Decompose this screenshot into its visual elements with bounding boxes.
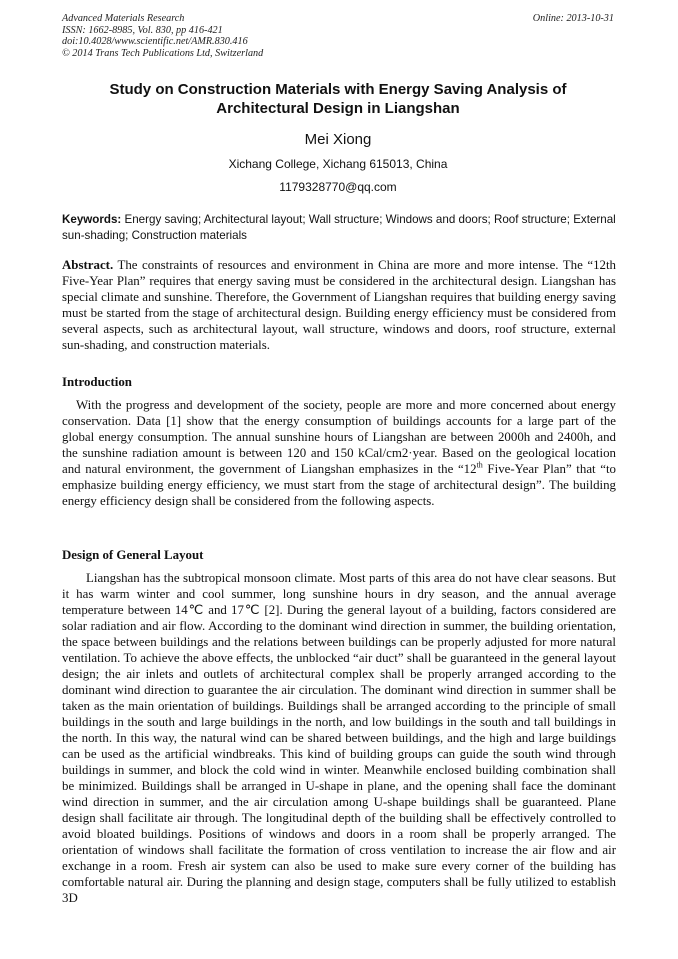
issn-line: ISSN: 1662-8985, Vol. 830, pp 416-421 [62, 24, 223, 36]
abstract-paragraph [62, 257, 616, 353]
copyright-line: © 2014 Trans Tech Publications Ltd, Switzerland [62, 47, 264, 59]
paper-title [62, 80, 614, 118]
title-line-2: Architectural Design in Liangshan [216, 100, 460, 117]
keywords-text: Energy saving; Architectural layout; Wall structure; Windows and doors; Roof structure; External sun-shading; Construction materials [62, 213, 616, 242]
introduction-paragraph [62, 397, 616, 509]
keywords-block [62, 212, 616, 244]
introduction-text-part-1: With the progress and development of the society, people are more and more concerned about energy conservation. Data [1] show that the energy consumption of buildings accounts for a large part of the global energy consumption. The annual sunshine hours of Liangshan are between 2000h and 2400h, and the sunshine radiation amount is between 120 and 150 kCal/cm2·year. Based on the geological location and natural environment, the government of Liangshan emphasizes in the “12 [62, 398, 616, 476]
journal-header [62, 13, 614, 59]
author-email[interactable]: 1179328770@qq.com [279, 180, 397, 194]
introduction-text-part-2: Five-Year Plan” that “to emphasize building energy efficiency, we must start from the stage of architectural design”. The building energy efficiency design shall be considered from the following aspects. [62, 462, 616, 508]
section-heading-general-layout: Design of General Layout [62, 548, 204, 562]
general-layout-paragraph: Liangshan has the subtropical monsoon climate. Most parts of this area do not have clear seasons. But it has warm winter and cool summer, long sunshine hours in dry season, and the annual average temperature between 14℃ and 17℃ [2]. During the general layout of a building, factors considered are solar radiation and air flow. According to the dominant wind direction in summer, the building orientation, the space between buildings and the relations between buildings can be properly adjusted for more natural ventilation. To achieve the above effects, the unblocked “air duct” shall be guaranteed in the general layout design; the air inlets and outlets of architectural complex shall be properly arranged according to the dominant wind direction to guarantee the air circulation. The dominant wind direction in summer shall be taken as the main orientation of buildings. Buildings shall be arranged according to the principle of small buildings in the south and large buildings in the north, and low buildings in the south and tall buildings in the north. In this way, the natural wind can be shared between buildings, and the high and large buildings can be used as the artificial windbreaks. This kind of building groups can guide the south wind through buildings in summer, and block the cold wind in winter. Meanwhile enclosed building combination shall be minimized. Buildings shall be arranged in U-shape in plane, and the opening shall face the dominant wind direction in summer, and the air circulation among U-shape buildings shall be guaranteed. Plane design shall facilitate air through. The longitudinal depth of the building shall be effectively controlled to avoid bloated buildings. Positions of windows and doors in a room shall be properly arranged. The orientation of windows shall facilitate the formation of cross ventilation to increase the air flow and air exchange in a room. Fresh air system can also be used to make sure every corner of the building has comfortable natural air. During the planning and design stage, computers shall be fully utilized to establish 3D [62, 571, 616, 905]
online-date: Online: 2013-10-31 [532, 13, 614, 24]
abstract-text: The constraints of resources and environment in China are more and more intense. The “12th Five-Year Plan” requires that energy saving must be considered in the architectural design. Liangshan has special climate and sunshine. Therefore, the Government of Liangshan requires that building energy saving must be started from the stage of architectural design. Building energy efficiency must be considered from several aspects, such as architectural layout, wall structure, windows and doors, roof structure, external sun-shading, and construction materials. [62, 258, 616, 352]
section-heading-introduction: Introduction [62, 375, 132, 389]
doi-line[interactable]: doi:10.4028/www.scientific.net/AMR.830.416 [62, 36, 248, 48]
title-line-1: Study on Construction Materials with Energy Saving Analysis of [109, 81, 567, 98]
abstract-label: Abstract. [62, 258, 114, 272]
journal-name: Advanced Materials Research [62, 13, 185, 24]
author-name: Mei Xiong [304, 131, 372, 148]
author-affiliation: Xichang College, Xichang 615013, China [228, 157, 448, 171]
keywords-label: Keywords: [62, 213, 122, 226]
introduction-superscript: th [476, 460, 483, 470]
